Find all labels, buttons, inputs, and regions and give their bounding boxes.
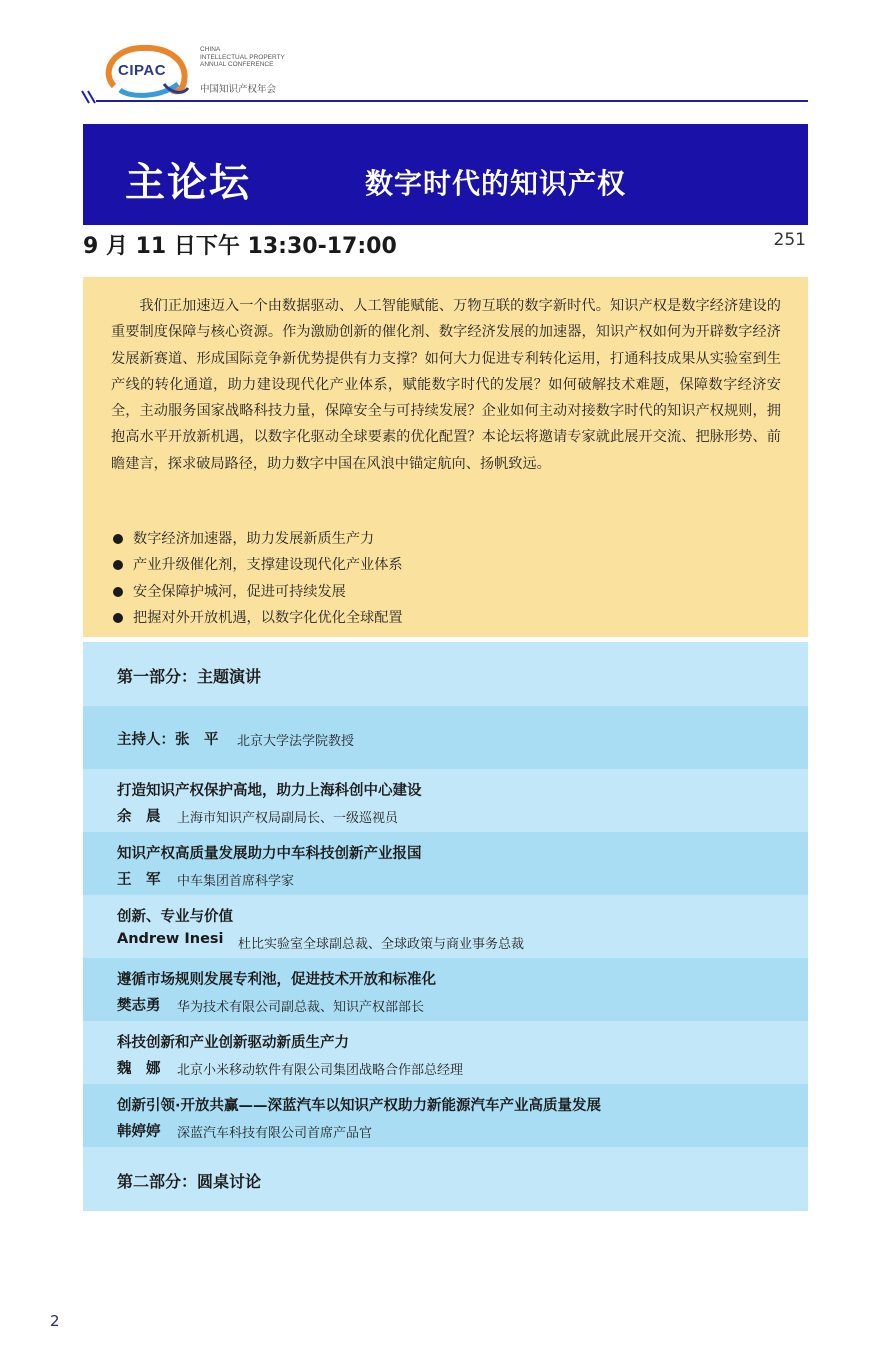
speaker-name: 王 军 (117, 872, 161, 888)
bullet-icon (113, 587, 123, 597)
page-number: 2 (50, 1312, 60, 1330)
forum-title: 主论坛 (125, 160, 251, 206)
theme-item: 数字经济加速器，助力发展新质生产力 (111, 526, 403, 552)
speaker-name: 魏 娜 (117, 1061, 161, 1077)
section-header-part1 (83, 642, 808, 706)
talk-row (83, 1084, 808, 1147)
speaker-desc: 中车集团首席科学家 (177, 874, 295, 889)
program-table (83, 642, 808, 1211)
talk-title: 打造知识产权保护高地，助力上海科创中心建设 (117, 783, 422, 799)
speaker-desc: 深蓝汽车科技有限公司首席产品官 (177, 1126, 373, 1141)
speaker-desc: 上海市知识产权局副局长、一级巡视员 (177, 811, 399, 826)
host-label: 主持人：张 平 (117, 732, 219, 748)
talk-title: 遵循市场规则发展专利池，促进技术开放和标准化 (117, 972, 436, 988)
cipac-logo (100, 44, 192, 100)
slash-decoration-icon (80, 89, 100, 105)
speaker-name: Andrew Inesi (117, 931, 224, 947)
talk-row (83, 832, 808, 895)
header-divider (96, 100, 808, 102)
bullet-icon (113, 560, 123, 570)
talk-title: 科技创新和产业创新驱动新质生产力 (117, 1035, 349, 1051)
theme-item: 安全保障护城河，促进可持续发展 (111, 579, 403, 605)
forum-subtitle: 数字时代的知识产权 (365, 167, 627, 200)
part2-title: 第二部分：圆桌讨论 (117, 1172, 262, 1191)
host-desc: 北京大学法学院教授 (237, 734, 355, 749)
conference-name-en: CHINA INTELLECTUAL PROPERTY ANNUAL CONFERENCE (200, 46, 285, 68)
intro-box (83, 277, 808, 637)
talk-title: 知识产权高质量发展助力中车科技创新产业报国 (117, 846, 422, 862)
talk-title: 创新引领·开放共赢——深蓝汽车以知识产权助力新能源汽车产业高质量发展 (117, 1098, 602, 1114)
session-time: 9 月 11 日下午 13:30-17:00 (83, 234, 397, 259)
theme-item: 把握对外开放机遇，以数字化优化全球配置 (111, 605, 403, 631)
speaker-name: 韩婷婷 (117, 1124, 161, 1140)
speaker-desc: 华为技术有限公司副总裁、知识产权部部长 (177, 1000, 425, 1015)
talk-row (83, 769, 808, 832)
talk-row (83, 958, 808, 1021)
theme-item: 产业升级催化剂，支撑建设现代化产业体系 (111, 552, 403, 578)
speaker-desc: 北京小米移动软件有限公司集团战略合作部总经理 (177, 1063, 464, 1078)
page-header (0, 0, 892, 110)
theme-list (111, 526, 403, 631)
talk-row (83, 895, 808, 958)
talk-row (83, 1021, 808, 1084)
logo-text: CIPAC (118, 62, 167, 79)
bullet-icon (113, 534, 123, 544)
speaker-name: 余 晨 (117, 809, 161, 825)
part1-title: 第一部分：主题演讲 (117, 667, 262, 686)
speaker-desc: 杜比实验室全球副总裁、全球政策与商业事务总裁 (238, 937, 525, 952)
intro-paragraph: 我们正加速迈入一个由数据驱动、人工智能赋能、万物互联的数字新时代。知识产权是数字经济建设的重要制度保障与核心资源。作为激励创新的催化剂、数字经济发展的加速器，知识产权如何为开辟数字经济发展新赛道、形成国际竞争新优势提供有力支撑？如何大力促进专利转化运用，打通科技成果从实验室到生产线的转化通道，助力建设现代化产业体系，赋能数字时代的发展？如何破解技术难题，保障数字经济安全，主动服务国家战略科技力量，保障安全与可持续发展？企业如何主动对接数字时代的知识产权规则，拥抱高水平开放新机遇，以数字化驱动全球要素的优化配置？本论坛将邀请专家就此展开交流、把脉形势、前瞻建言，探求破局路径，助力数字中国在风浪中锚定航向、扬帆致远。 (111, 298, 781, 472)
session-number: 251 (773, 230, 806, 250)
forum-banner (83, 124, 808, 225)
speaker-name: 樊志勇 (117, 998, 161, 1014)
conference-name-cn: 中国知识产权年会 (200, 84, 277, 95)
talk-title: 创新、专业与价值 (117, 909, 233, 925)
host-row (83, 706, 808, 769)
section-header-part2 (83, 1147, 808, 1211)
bullet-icon (113, 613, 123, 623)
